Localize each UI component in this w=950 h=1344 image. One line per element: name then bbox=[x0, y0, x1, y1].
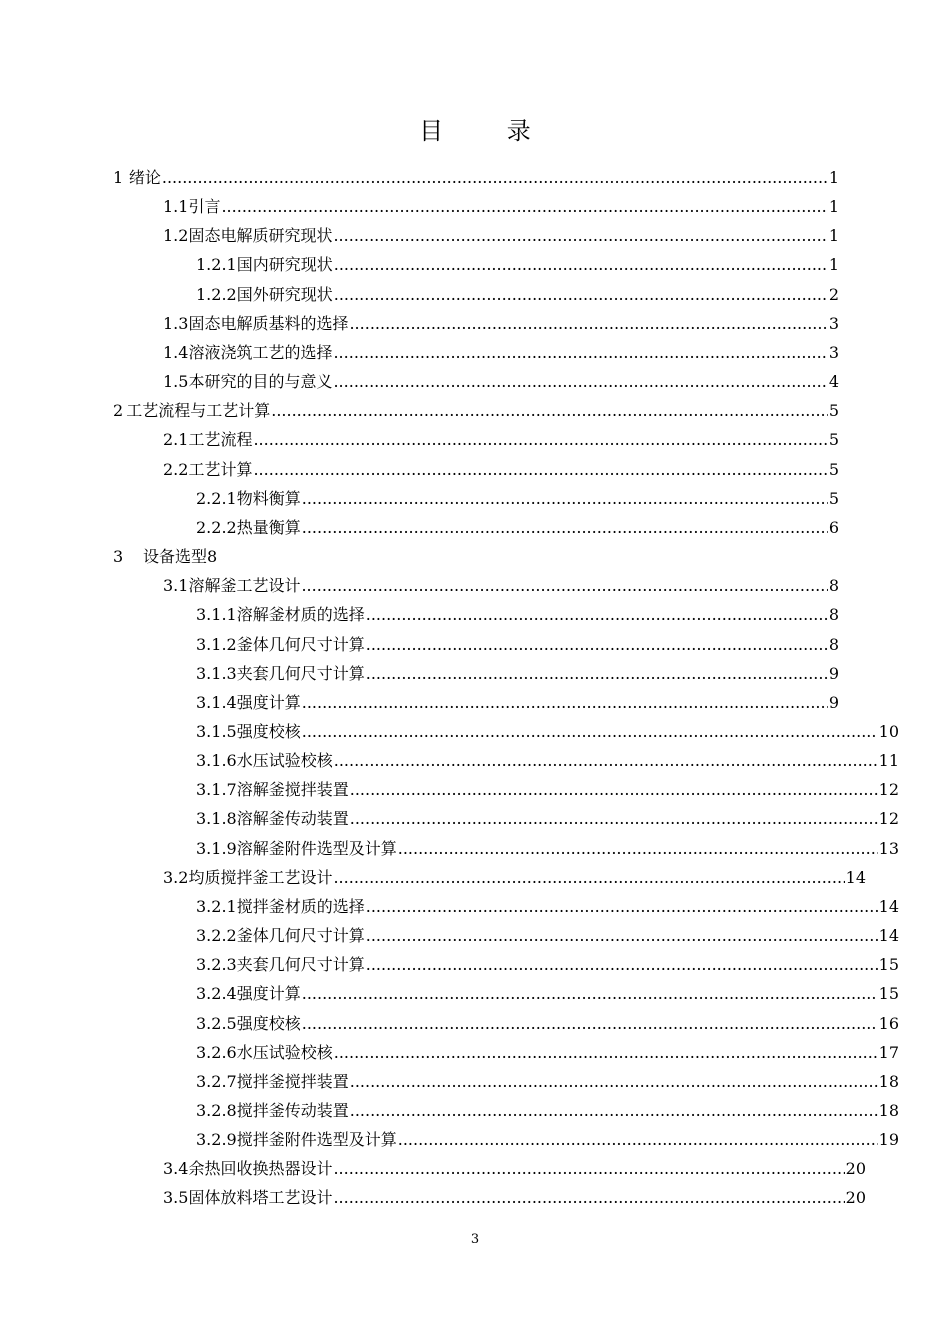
toc-entry-number: 3.2.8 bbox=[196, 1101, 237, 1120]
toc-entry-label: 工艺计算 bbox=[188, 459, 253, 479]
toc-entry[interactable] bbox=[113, 513, 839, 542]
toc-entry[interactable] bbox=[113, 425, 839, 454]
toc-entry[interactable] bbox=[113, 309, 839, 338]
toc-entry-number: 2.2 bbox=[163, 459, 189, 479]
toc-dot-leader bbox=[334, 1038, 878, 1067]
toc-dot-leader bbox=[350, 804, 878, 833]
toc-entry-label: 国外研究现状 bbox=[236, 284, 333, 304]
toc-dot-leader bbox=[334, 746, 878, 775]
toc-dot-leader bbox=[271, 396, 828, 425]
toc-entry-page: 3 bbox=[828, 313, 839, 333]
toc-entry-page: 1 bbox=[828, 255, 839, 275]
toc-entry-label: 工艺流程与工艺计算 bbox=[126, 401, 271, 421]
toc-entry[interactable] bbox=[113, 688, 839, 717]
toc-entry-label: 设备选型8 bbox=[143, 547, 218, 567]
toc-entry-page: 2 bbox=[828, 284, 839, 304]
toc-entry-label: 搅拌釜材质的选择 bbox=[236, 896, 365, 916]
toc-dot-leader bbox=[366, 659, 828, 688]
toc-entry-label: 固态电解质基料的选择 bbox=[188, 313, 349, 333]
toc-entry-label: 溶解釜搅拌装置 bbox=[236, 780, 349, 800]
toc-entry-number: 2 bbox=[113, 401, 124, 421]
toc-entry-number: 1 bbox=[113, 168, 124, 187]
toc-entry-number: 3.2.3 bbox=[196, 955, 237, 975]
toc-entry-label: 国内研究现状 bbox=[236, 255, 333, 275]
toc-entry[interactable] bbox=[113, 192, 839, 221]
toc-dot-leader bbox=[302, 717, 878, 746]
toc-dot-leader bbox=[366, 921, 878, 950]
toc-entry-number: 3.2.6 bbox=[196, 1042, 237, 1062]
table-of-contents bbox=[113, 163, 899, 1213]
toc-dot-leader bbox=[333, 1183, 844, 1212]
toc-entry[interactable] bbox=[113, 367, 839, 396]
toc-entry[interactable] bbox=[113, 921, 899, 950]
toc-entry-number: 3.1.4 bbox=[196, 692, 237, 712]
toc-entry-page: 5 bbox=[828, 459, 839, 479]
toc-entry-page: 14 bbox=[878, 926, 899, 946]
toc-dot-leader bbox=[366, 892, 878, 921]
toc-dot-leader bbox=[366, 600, 828, 629]
toc-entry-page: 20 bbox=[845, 1188, 866, 1208]
toc-dot-leader bbox=[302, 688, 828, 717]
toc-entry-page: 9 bbox=[828, 663, 839, 683]
toc-dot-leader bbox=[302, 513, 828, 542]
toc-entry-page: 14 bbox=[878, 896, 899, 916]
toc-entry-label: 均质搅拌釜工艺设计 bbox=[188, 867, 333, 887]
toc-entry-label: 热量衡算 bbox=[236, 517, 301, 537]
toc-entry-label: 溶解釜工艺设计 bbox=[188, 576, 301, 596]
toc-entry-label: 搅拌釜搅拌装置 bbox=[236, 1071, 349, 1091]
toc-entry[interactable] bbox=[113, 338, 839, 367]
toc-entry-page: 1 bbox=[828, 197, 839, 217]
toc-entry-number: 3.5 bbox=[163, 1188, 189, 1208]
toc-entry[interactable] bbox=[113, 1125, 899, 1154]
toc-entry-page: 20 bbox=[845, 1159, 866, 1179]
toc-entry-label: 工艺流程 bbox=[188, 430, 253, 450]
toc-entry-number: 3.2.5 bbox=[196, 1013, 237, 1033]
toc-entry-number: 3.2.4 bbox=[196, 984, 237, 1004]
toc-entry[interactable] bbox=[113, 1154, 866, 1183]
toc-dot-leader bbox=[333, 1154, 844, 1183]
toc-entry-label: 夹套几何尺寸计算 bbox=[236, 663, 365, 683]
toc-entry-number: 3.2 bbox=[163, 867, 189, 887]
toc-entry-number: 3.1.2 bbox=[196, 634, 237, 654]
toc-entry-label: 引言 bbox=[188, 197, 221, 217]
toc-dot-leader bbox=[350, 1067, 878, 1096]
toc-entry[interactable] bbox=[113, 1096, 899, 1125]
toc-entry-page: 8 bbox=[828, 634, 839, 654]
toc-entry-label: 固态电解质研究现状 bbox=[188, 226, 333, 246]
toc-entry-label: 固体放料塔工艺设计 bbox=[188, 1188, 333, 1208]
toc-dot-leader bbox=[349, 309, 827, 338]
toc-entry-page: 19 bbox=[878, 1130, 899, 1150]
toc-entry-page: 18 bbox=[878, 1101, 899, 1120]
toc-dot-leader bbox=[333, 338, 827, 367]
toc-entry-page: 5 bbox=[828, 401, 839, 421]
toc-entry[interactable] bbox=[113, 280, 839, 309]
toc-entry[interactable] bbox=[113, 1038, 899, 1067]
toc-entry-number: 1.5 bbox=[163, 372, 189, 392]
toc-entry-page: 18 bbox=[878, 1071, 899, 1091]
toc-entry[interactable] bbox=[113, 775, 899, 804]
toc-dot-leader bbox=[302, 484, 828, 513]
toc-dot-leader bbox=[221, 192, 827, 221]
toc-entry[interactable] bbox=[113, 1009, 899, 1038]
toc-entry[interactable] bbox=[113, 571, 839, 600]
toc-entry-label: 强度校核 bbox=[236, 721, 301, 741]
toc-entry-number: 1.2.1 bbox=[196, 255, 237, 275]
toc-dot-leader bbox=[333, 221, 827, 250]
toc-entry-number: 1.2 bbox=[163, 226, 189, 246]
toc-entry[interactable] bbox=[113, 221, 839, 250]
toc-entry-label: 余热回收换热器设计 bbox=[188, 1159, 333, 1179]
toc-entry-number: 1.1 bbox=[163, 197, 189, 217]
toc-entry-number: 3.2.2 bbox=[196, 926, 237, 946]
toc-entry-page: 10 bbox=[878, 721, 899, 741]
toc-dot-leader bbox=[334, 280, 828, 309]
toc-dot-leader bbox=[302, 979, 878, 1008]
toc-dot-leader bbox=[302, 1009, 878, 1038]
toc-entry-number: 2.2.1 bbox=[196, 488, 237, 508]
toc-dot-leader bbox=[334, 250, 828, 279]
toc-entry[interactable] bbox=[113, 630, 839, 659]
toc-entry-label: 物料衡算 bbox=[236, 488, 301, 508]
toc-entry[interactable] bbox=[113, 250, 839, 279]
toc-entry-page: 4 bbox=[828, 372, 839, 392]
toc-entry-label: 溶液浇筑工艺的选择 bbox=[188, 342, 333, 362]
toc-entry-label: 水压试验校核 bbox=[236, 1042, 333, 1062]
toc-entry-number: 3.2.1 bbox=[196, 896, 237, 916]
toc-entry-page: 12 bbox=[878, 809, 899, 829]
toc-dot-leader bbox=[350, 775, 878, 804]
toc-entry-label: 釜体几何尺寸计算 bbox=[236, 634, 365, 654]
toc-entry-page: 8 bbox=[828, 576, 839, 596]
toc-entry-number: 1.4 bbox=[163, 342, 189, 362]
toc-entry[interactable] bbox=[113, 834, 899, 863]
toc-entry-page: 8 bbox=[828, 605, 839, 625]
toc-entry[interactable] bbox=[113, 979, 899, 1008]
toc-entry[interactable] bbox=[113, 892, 899, 921]
toc-title: 目 录 bbox=[419, 117, 559, 145]
toc-dot-leader bbox=[398, 834, 878, 863]
toc-entry-label: 搅拌釜传动装置 bbox=[236, 1101, 349, 1120]
toc-entry[interactable] bbox=[113, 1183, 866, 1212]
toc-entry-label: 夹套几何尺寸计算 bbox=[236, 955, 365, 975]
toc-entry-number: 1.3 bbox=[163, 313, 189, 333]
toc-entry-number: 3.1 bbox=[163, 576, 189, 596]
toc-entry-page: 6 bbox=[828, 517, 839, 537]
toc-entry[interactable] bbox=[113, 396, 839, 425]
toc-entry[interactable] bbox=[113, 600, 839, 629]
toc-entry-label: 釜体几何尺寸计算 bbox=[236, 926, 365, 946]
toc-entry-page: 1 bbox=[828, 226, 839, 246]
toc-entry-page: 9 bbox=[828, 692, 839, 712]
toc-dot-leader bbox=[253, 425, 827, 454]
toc-entry-number: 3.1.7 bbox=[196, 780, 237, 800]
toc-entry-number: 2.1 bbox=[163, 430, 189, 450]
toc-dot-leader bbox=[366, 630, 828, 659]
toc-dot-leader bbox=[301, 571, 827, 600]
toc-dot-leader bbox=[333, 863, 844, 892]
toc-entry[interactable] bbox=[113, 1067, 899, 1096]
toc-entry-number: 3.2.9 bbox=[196, 1130, 237, 1150]
toc-entry-page: 13 bbox=[878, 838, 899, 858]
toc-entry-page: 15 bbox=[878, 955, 899, 975]
toc-entry-number: 3.1.8 bbox=[196, 809, 237, 829]
toc-entry[interactable] bbox=[113, 863, 866, 892]
toc-entry[interactable] bbox=[113, 746, 899, 775]
toc-entry-page: 5 bbox=[828, 430, 839, 450]
toc-dot-leader bbox=[366, 950, 878, 979]
toc-entry-page: 17 bbox=[878, 1042, 899, 1062]
toc-entry-page: 11 bbox=[878, 751, 899, 771]
toc-entry-number: 3.1.1 bbox=[196, 605, 237, 625]
toc-entry-label: 本研究的目的与意义 bbox=[188, 372, 333, 392]
toc-entry[interactable] bbox=[113, 717, 899, 746]
toc-entry[interactable] bbox=[113, 659, 839, 688]
toc-entry-number: 3.1.9 bbox=[196, 838, 237, 858]
toc-entry[interactable] bbox=[113, 950, 899, 979]
toc-entry-label: 溶解釜材质的选择 bbox=[236, 605, 365, 625]
toc-dot-leader bbox=[333, 367, 827, 396]
toc-entry-label: 溶解釜附件选型及计算 bbox=[236, 838, 397, 858]
toc-dot-leader bbox=[253, 455, 827, 484]
toc-entry-number: 3.4 bbox=[163, 1159, 189, 1179]
toc-entry-label: 溶解釜传动装置 bbox=[236, 809, 349, 829]
toc-entry-label: 强度计算 bbox=[236, 692, 301, 712]
toc-entry-page: 16 bbox=[878, 1013, 899, 1033]
toc-entry[interactable] bbox=[113, 484, 839, 513]
page-number: 3 bbox=[470, 1232, 480, 1247]
toc-entry-page: 14 bbox=[845, 867, 866, 887]
toc-entry-label: 绪论 bbox=[128, 168, 161, 187]
toc-entry-page: 12 bbox=[878, 780, 899, 800]
toc-dot-leader bbox=[398, 1125, 878, 1154]
toc-entry-page: 1 bbox=[828, 168, 839, 187]
toc-entry-page: 3 bbox=[828, 342, 839, 362]
toc-entry[interactable] bbox=[113, 804, 899, 833]
toc-entry-label: 水压试验校核 bbox=[236, 751, 333, 771]
toc-entry-page: 15 bbox=[878, 984, 899, 1004]
toc-entry-number: 3.1.6 bbox=[196, 751, 237, 771]
toc-dot-leader bbox=[162, 163, 828, 192]
toc-entry-label: 搅拌釜附件选型及计算 bbox=[236, 1130, 397, 1150]
toc-entry-number: 1.2.2 bbox=[196, 284, 237, 304]
toc-entry-label: 强度校核 bbox=[236, 1013, 301, 1033]
toc-entry-number: 2.2.2 bbox=[196, 517, 237, 537]
toc-entry[interactable] bbox=[113, 542, 839, 571]
toc-dot-leader bbox=[350, 1096, 878, 1125]
toc-entry-number: 3 bbox=[113, 547, 124, 567]
toc-entry-label: 强度计算 bbox=[236, 984, 301, 1004]
toc-entry-number: 3.2.7 bbox=[196, 1071, 237, 1091]
toc-entry-number: 3.1.3 bbox=[196, 663, 237, 683]
toc-entry[interactable] bbox=[113, 163, 839, 192]
toc-entry-number: 3.1.5 bbox=[196, 721, 237, 741]
toc-entry-page: 5 bbox=[828, 488, 839, 508]
toc-entry[interactable] bbox=[113, 455, 839, 484]
